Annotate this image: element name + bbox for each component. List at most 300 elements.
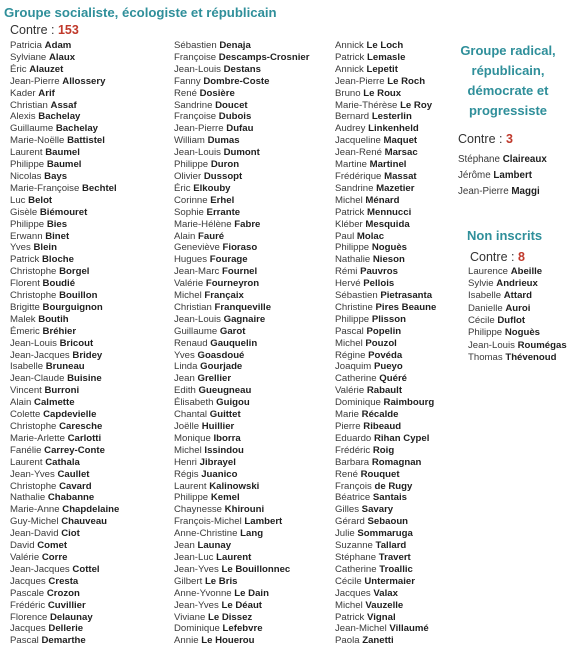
member-name xyxy=(335,600,436,612)
member-last-name: Huillier xyxy=(201,421,235,432)
member-first-name: Philippe xyxy=(174,159,209,171)
member-first-name: Isabelle xyxy=(468,290,502,302)
member-last-name: Descamps-Crosnier xyxy=(218,51,310,63)
member-name xyxy=(174,397,309,409)
member-name xyxy=(335,100,436,112)
member-first-name: Éric xyxy=(174,182,191,194)
group3-title: Non inscrits xyxy=(467,228,543,243)
member-last-name: Fourage xyxy=(209,254,248,266)
member-name xyxy=(174,492,309,504)
member-first-name: Jean-Yves xyxy=(174,563,219,575)
member-name xyxy=(10,528,119,540)
member-name xyxy=(335,552,436,564)
member-name xyxy=(335,457,436,469)
member-last-name: Lambert xyxy=(493,170,533,181)
member-name xyxy=(174,159,309,171)
member-name xyxy=(335,76,436,88)
member-name xyxy=(174,635,309,647)
member-first-name: Nathalie xyxy=(10,492,46,504)
member-name xyxy=(174,433,309,445)
member-last-name: Guigou xyxy=(216,397,250,409)
member-first-name: Christian xyxy=(10,99,48,111)
member-last-name: Lesterlin xyxy=(371,111,412,123)
member-last-name: Pueyo xyxy=(373,361,403,373)
member-first-name: Jacques xyxy=(10,575,46,587)
member-last-name: Carrey-Conte xyxy=(44,444,105,456)
member-first-name: Colette xyxy=(10,409,41,421)
member-first-name: François-Michel xyxy=(174,516,242,528)
member-last-name: Assaf xyxy=(50,99,77,111)
group2-members xyxy=(458,152,547,200)
member-first-name: Valérie xyxy=(335,385,365,397)
member-first-name: Cécile xyxy=(468,315,495,327)
member-name xyxy=(10,421,119,433)
member-first-name: Christophe xyxy=(10,290,57,302)
member-name xyxy=(335,564,436,576)
member-last-name: Issindou xyxy=(204,444,244,456)
member-last-name: Bréhier xyxy=(42,325,77,337)
member-last-name: Noguès xyxy=(371,242,407,254)
member-name xyxy=(335,481,436,493)
member-first-name: Pascal xyxy=(335,325,364,337)
member-name xyxy=(10,623,119,635)
member-first-name: Christophe xyxy=(10,266,57,278)
member-last-name: Bechtel xyxy=(81,182,117,194)
member-last-name: Cottel xyxy=(72,563,100,575)
member-name xyxy=(10,492,119,504)
member-name xyxy=(335,231,436,243)
member-last-name: Gauquelin xyxy=(210,337,258,349)
group2-title-line: démocrate et xyxy=(467,83,549,98)
member-name xyxy=(335,111,436,123)
member-name xyxy=(335,195,436,207)
member-last-name: Le Roch xyxy=(387,75,426,87)
member-name xyxy=(174,195,309,207)
member-name xyxy=(335,361,436,373)
member-first-name: Éric xyxy=(10,63,27,75)
member-first-name: Jean-Michel xyxy=(335,623,387,635)
member-name xyxy=(335,576,436,588)
member-name xyxy=(10,361,119,373)
member-last-name: Chauveau xyxy=(61,516,108,528)
member-name xyxy=(10,64,119,76)
member-first-name: Malek xyxy=(10,313,36,325)
member-name xyxy=(468,278,542,290)
member-last-name: Garot xyxy=(219,325,246,337)
member-last-name: Vignal xyxy=(367,611,396,623)
member-first-name: Stéphane xyxy=(335,551,377,563)
member-first-name: Valérie xyxy=(10,551,40,563)
member-name xyxy=(10,254,119,266)
member-name xyxy=(174,207,309,219)
contre-label: Contre : xyxy=(10,23,58,37)
member-name xyxy=(10,135,119,147)
member-name xyxy=(174,290,309,302)
member-last-name: Allossery xyxy=(62,75,106,87)
member-name xyxy=(10,564,119,576)
member-name xyxy=(335,540,436,552)
member-last-name: Cresta xyxy=(48,575,79,587)
member-last-name: Alauzet xyxy=(29,63,64,75)
member-name xyxy=(10,183,119,195)
member-last-name: Le Bris xyxy=(204,575,238,587)
member-first-name: Jacques xyxy=(335,587,371,599)
member-first-name: Régis xyxy=(174,468,199,480)
member-last-name: Dufau xyxy=(226,123,254,135)
member-last-name: Duron xyxy=(210,159,240,171)
member-last-name: Capdevielle xyxy=(43,409,97,421)
member-first-name: Jean-René xyxy=(335,147,382,159)
member-name xyxy=(335,159,436,171)
member-name xyxy=(174,100,309,112)
member-first-name: Michel xyxy=(174,290,202,302)
member-first-name: Jean-Claude xyxy=(10,373,65,385)
group1-title: Groupe socialiste, écologiste et républicain xyxy=(4,5,277,20)
member-first-name: Philippe xyxy=(468,327,503,339)
member-name xyxy=(335,314,436,326)
member-first-name: Fanny xyxy=(174,75,201,87)
member-name xyxy=(174,183,309,195)
member-first-name: Suzanne xyxy=(335,540,373,552)
member-name xyxy=(335,635,436,647)
member-last-name: Cavard xyxy=(59,480,92,492)
member-last-name: Marsac xyxy=(384,147,418,159)
member-last-name: Erhel xyxy=(210,194,235,206)
member-last-name: Denaja xyxy=(219,40,251,51)
member-first-name: Dominique xyxy=(174,623,220,635)
member-first-name: Renaud xyxy=(174,337,208,349)
member-name xyxy=(468,327,567,339)
member-first-name: Martine xyxy=(335,159,367,171)
member-first-name: Jean-Pierre xyxy=(10,75,60,87)
member-last-name: Récalde xyxy=(361,409,399,421)
member-name xyxy=(335,397,436,409)
member-name xyxy=(335,278,436,290)
member-last-name: Gagnaire xyxy=(223,313,266,325)
member-name xyxy=(174,516,309,528)
member-name xyxy=(174,254,309,266)
member-first-name: Christophe xyxy=(10,480,57,492)
member-first-name: Florence xyxy=(10,611,48,623)
member-name xyxy=(10,290,119,302)
member-last-name: Borgel xyxy=(59,266,90,278)
member-last-name: Alaux xyxy=(48,51,76,63)
member-name xyxy=(10,373,119,385)
member-first-name: Jean-Louis xyxy=(468,339,515,351)
member-last-name: Bridey xyxy=(72,349,103,361)
member-last-name: Duflot xyxy=(497,315,526,327)
member-last-name: Massat xyxy=(384,170,417,182)
member-name xyxy=(335,373,436,385)
group3-contre xyxy=(470,250,525,265)
member-last-name: Chapdelaine xyxy=(62,504,120,516)
member-first-name: Régine xyxy=(335,349,366,361)
member-first-name: Guillaume xyxy=(10,123,54,135)
member-name xyxy=(335,469,436,481)
member-last-name: Kemel xyxy=(210,492,240,504)
member-first-name: Jean-Pierre xyxy=(174,123,224,135)
member-first-name: Laurent xyxy=(10,456,43,468)
member-last-name: Gueugneau xyxy=(198,385,252,397)
member-first-name: Jean-Yves xyxy=(174,599,219,611)
member-name xyxy=(335,207,436,219)
member-name xyxy=(10,326,119,338)
member-first-name: Jean-Louis xyxy=(10,337,57,349)
member-first-name: Jacqueline xyxy=(335,135,381,147)
member-first-name: Annie xyxy=(174,635,199,647)
member-name xyxy=(174,469,309,481)
member-first-name: Jean-David xyxy=(10,528,59,540)
member-name xyxy=(10,195,119,207)
member-last-name: Dosière xyxy=(199,87,235,99)
member-last-name: Attard xyxy=(503,290,532,302)
member-first-name: Patrick xyxy=(10,254,40,266)
member-last-name: Chabanne xyxy=(47,492,95,504)
member-last-name: Mennucci xyxy=(367,206,412,218)
member-last-name: Lefebvre xyxy=(222,623,263,635)
member-last-name: Plisson xyxy=(371,313,406,325)
member-first-name: Linda xyxy=(174,361,198,373)
member-name xyxy=(174,373,309,385)
member-first-name: Sylvie xyxy=(468,278,494,290)
member-last-name: Kalinowski xyxy=(209,480,260,492)
member-last-name: Travert xyxy=(378,551,411,563)
group2-contre xyxy=(458,132,513,147)
group1-column-1 xyxy=(10,40,119,647)
member-last-name: Fioraso xyxy=(222,242,258,254)
member-first-name: Nicolas xyxy=(10,170,42,182)
member-name xyxy=(335,302,436,314)
member-name xyxy=(10,504,119,516)
member-last-name: Raimbourg xyxy=(383,397,435,409)
member-last-name: Mesquida xyxy=(365,218,410,230)
member-first-name: Chaynesse xyxy=(174,504,222,516)
member-name xyxy=(174,314,309,326)
member-last-name: Lemasle xyxy=(367,51,406,63)
member-first-name: Christine xyxy=(335,301,373,313)
member-first-name: Michel xyxy=(335,337,363,349)
member-last-name: Buisine xyxy=(67,373,102,385)
member-last-name: Tallard xyxy=(375,540,407,552)
member-name xyxy=(335,52,436,64)
member-name xyxy=(174,40,309,52)
member-first-name: Laurent xyxy=(10,147,43,159)
member-first-name: Corinne xyxy=(174,194,208,206)
member-last-name: Bies xyxy=(46,218,68,230)
member-first-name: Émeric xyxy=(10,325,40,337)
member-name xyxy=(335,623,436,635)
member-last-name: Le Dain xyxy=(234,587,269,599)
member-last-name: Noguès xyxy=(504,327,540,339)
member-first-name: Michel xyxy=(174,444,202,456)
member-name xyxy=(10,635,119,647)
member-last-name: Valax xyxy=(373,587,398,599)
member-first-name: Christophe xyxy=(10,421,57,432)
member-first-name: Monique xyxy=(174,432,211,444)
member-name xyxy=(10,612,119,624)
member-last-name: Andrieux xyxy=(496,278,538,290)
member-last-name: Fournel xyxy=(222,266,258,278)
member-last-name: Roig xyxy=(372,444,395,456)
member-name xyxy=(10,314,119,326)
member-last-name: Le Dissez xyxy=(207,611,253,623)
member-first-name: Edith xyxy=(174,385,196,397)
member-first-name: Béatrice xyxy=(335,492,371,504)
member-first-name: Jean xyxy=(174,540,195,552)
member-last-name: Auroi xyxy=(505,303,531,314)
member-first-name: William xyxy=(174,135,205,147)
member-first-name: Jean-Marc xyxy=(174,266,220,278)
group3-members-a xyxy=(468,266,542,303)
member-first-name: Sandrine xyxy=(174,99,213,111)
member-last-name: Claireaux xyxy=(502,154,547,165)
member-name xyxy=(174,361,309,373)
member-first-name: Dominique xyxy=(335,397,381,409)
member-first-name: Kader xyxy=(10,87,36,99)
member-name xyxy=(174,64,309,76)
member-last-name: Dubois xyxy=(218,111,252,123)
member-first-name: Eduardo xyxy=(335,432,372,444)
member-name xyxy=(335,254,436,266)
member-first-name: Élisabeth xyxy=(174,397,214,409)
member-name xyxy=(335,421,436,433)
member-name xyxy=(335,350,436,362)
member-first-name: Geneviève xyxy=(174,242,220,254)
member-last-name: Dussopt xyxy=(203,170,243,182)
member-name xyxy=(335,492,436,504)
member-first-name: Gérard xyxy=(335,516,365,528)
member-name xyxy=(10,516,119,528)
member-last-name: Françaix xyxy=(204,290,244,302)
member-first-name: Sébastien xyxy=(174,40,217,51)
member-name xyxy=(335,171,436,183)
member-last-name: Khirouni xyxy=(224,504,265,516)
member-first-name: Catherine xyxy=(335,373,377,385)
member-name xyxy=(174,171,309,183)
member-last-name: Abeille xyxy=(510,266,543,277)
member-last-name: Pires Beaune xyxy=(375,301,437,313)
member-name xyxy=(10,302,119,314)
member-last-name: Doucet xyxy=(215,99,248,111)
member-first-name: Marie xyxy=(335,409,359,421)
member-name xyxy=(10,159,119,171)
member-name xyxy=(174,278,309,290)
member-last-name: Savary xyxy=(361,504,394,516)
member-first-name: Olivier xyxy=(174,170,202,182)
member-first-name: Laurent xyxy=(174,480,207,492)
member-name xyxy=(174,504,309,516)
member-name xyxy=(10,231,119,243)
member-first-name: Marie-Thérèse xyxy=(335,99,398,111)
member-first-name: Yves xyxy=(174,349,195,361)
member-name xyxy=(468,315,567,327)
member-last-name: Iborra xyxy=(213,432,241,444)
member-name xyxy=(174,242,309,254)
member-name xyxy=(335,445,436,457)
member-first-name: Philippe xyxy=(335,313,370,325)
member-first-name: Fanélie xyxy=(10,444,42,456)
member-name xyxy=(10,338,119,350)
member-name xyxy=(10,207,119,219)
member-last-name: Baumel xyxy=(45,147,80,159)
member-name xyxy=(174,421,309,433)
member-last-name: Delaunay xyxy=(50,611,93,623)
member-name xyxy=(335,326,436,338)
member-last-name: Lang xyxy=(240,528,264,540)
member-last-name: Elkouby xyxy=(193,182,231,194)
member-first-name: Marie-Hélène xyxy=(174,218,232,230)
member-last-name: Le Bouillonnec xyxy=(221,563,291,575)
member-last-name: Cuvillier xyxy=(47,599,86,611)
member-first-name: Joëlle xyxy=(174,421,200,432)
member-name xyxy=(10,469,119,481)
member-first-name: Thomas xyxy=(468,351,503,363)
member-name xyxy=(335,242,436,254)
member-last-name: Belot xyxy=(28,194,53,206)
member-last-name: Bloche xyxy=(42,254,74,266)
member-first-name: Sandrine xyxy=(335,182,374,194)
contre-count: 3 xyxy=(505,132,513,146)
member-last-name: Adam xyxy=(44,40,72,51)
member-last-name: Biémouret xyxy=(39,206,88,218)
member-last-name: Le Roux xyxy=(363,87,402,99)
contre-label: Contre : xyxy=(458,132,506,146)
member-first-name: Françoise xyxy=(174,111,217,123)
member-name xyxy=(468,352,567,364)
member-first-name: Henri xyxy=(174,456,197,468)
group2-title-line: Groupe radical, xyxy=(460,43,556,58)
member-name xyxy=(174,623,309,635)
member-last-name: Binet xyxy=(45,230,70,242)
member-first-name: Patricia xyxy=(10,40,42,51)
member-last-name: Ciot xyxy=(61,528,80,540)
member-name xyxy=(10,350,119,362)
member-first-name: Nathalie xyxy=(335,254,371,266)
member-first-name: Marie-Françoise xyxy=(10,182,80,194)
member-name xyxy=(468,290,542,302)
member-first-name: Jean-Louis xyxy=(174,313,221,325)
member-first-name: Frédérique xyxy=(335,170,382,182)
member-name xyxy=(10,76,119,88)
member-first-name: René xyxy=(174,87,197,99)
member-last-name: Battistel xyxy=(67,135,105,147)
member-first-name: Cécile xyxy=(335,575,362,587)
member-name xyxy=(468,340,567,352)
member-first-name: Gilles xyxy=(335,504,359,516)
member-last-name: Bruneau xyxy=(45,361,85,373)
member-last-name: Popelin xyxy=(366,325,402,337)
member-last-name: Rouquet xyxy=(360,468,400,480)
member-first-name: Frédéric xyxy=(335,444,371,456)
member-name xyxy=(174,409,309,421)
member-first-name: Marie-Noëlle xyxy=(10,135,65,147)
member-name xyxy=(10,123,119,135)
member-last-name: Sebaoun xyxy=(367,516,409,528)
member-first-name: Jean-Yves xyxy=(10,468,55,480)
member-first-name: Jean xyxy=(174,373,195,385)
member-name xyxy=(174,147,309,159)
member-name xyxy=(10,600,119,612)
member-name xyxy=(174,612,309,624)
member-last-name: Crozon xyxy=(46,587,80,599)
member-name xyxy=(10,540,119,552)
member-name xyxy=(10,552,119,564)
member-last-name: Bouillon xyxy=(59,290,98,302)
member-first-name: Audrey xyxy=(335,123,366,135)
member-name xyxy=(335,338,436,350)
member-last-name: de Rugy xyxy=(374,480,413,492)
member-first-name: Laurence xyxy=(468,266,509,277)
